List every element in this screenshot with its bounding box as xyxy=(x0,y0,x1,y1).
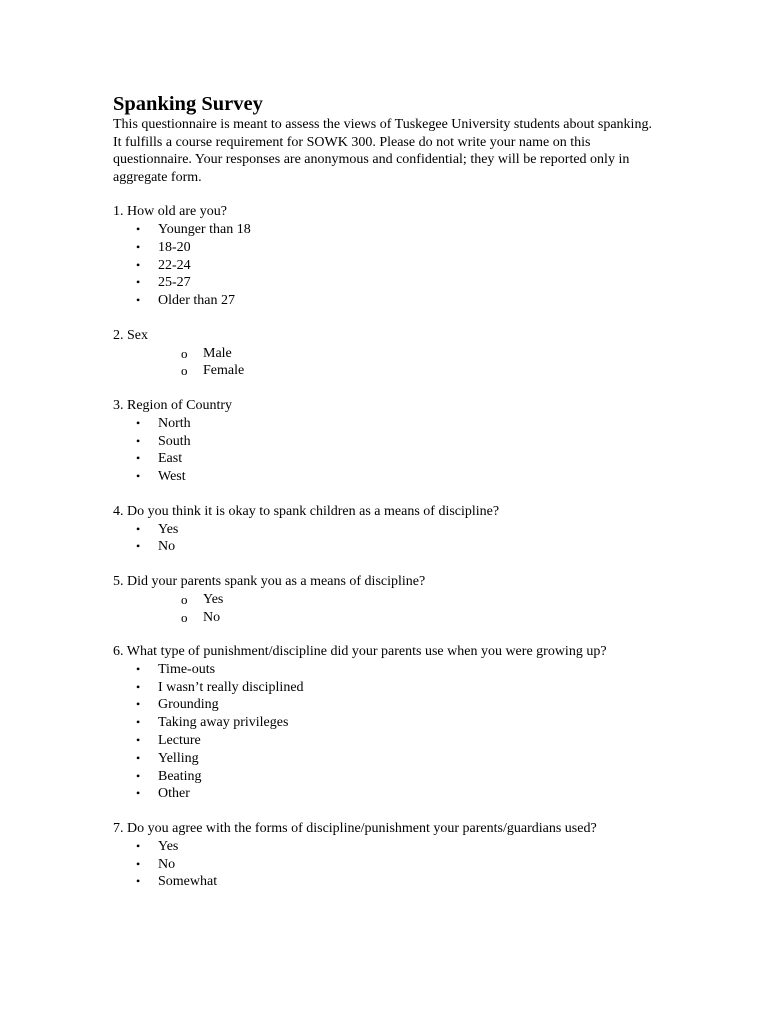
bullet-icon: • xyxy=(136,661,141,676)
option-item xyxy=(113,415,653,433)
option-label: Male xyxy=(203,345,232,361)
option-item xyxy=(113,239,653,257)
option-label: Yes xyxy=(158,521,179,537)
option-item xyxy=(113,856,653,874)
option-label: Younger than 18 xyxy=(158,221,251,237)
question-1 xyxy=(113,203,653,310)
option-label: Yes xyxy=(203,591,224,607)
question-5 xyxy=(113,573,653,626)
survey-title: Spanking Survey xyxy=(113,93,263,115)
option-item xyxy=(113,785,653,803)
option-item xyxy=(113,750,653,768)
option-item xyxy=(113,609,653,627)
option-label: Yes xyxy=(158,838,179,854)
option-label: Other xyxy=(158,786,190,802)
option-label: No xyxy=(158,856,176,872)
option-label: No xyxy=(203,609,221,625)
option-item xyxy=(113,873,653,891)
option-list xyxy=(113,521,653,557)
option-item xyxy=(113,362,653,380)
question-text: 2. Sex xyxy=(113,327,148,343)
option-label: 25-27 xyxy=(158,275,191,291)
option-label: No xyxy=(158,539,176,555)
bullet-icon: • xyxy=(136,257,141,272)
option-list xyxy=(113,415,653,486)
option-label: Taking away privileges xyxy=(158,715,289,731)
bullet-icon: • xyxy=(136,433,141,448)
bullet-icon: • xyxy=(136,733,141,748)
option-label: 18-20 xyxy=(158,239,191,255)
bullet-icon: • xyxy=(136,293,141,308)
question-6 xyxy=(113,643,653,803)
option-item xyxy=(113,433,653,451)
question-4 xyxy=(113,503,653,556)
option-label: South xyxy=(158,433,191,449)
question-text: 3. Region of Country xyxy=(113,398,232,414)
option-item xyxy=(113,714,653,732)
question-text: 4. Do you think it is okay to spank children as a means of discipline? xyxy=(113,503,500,519)
option-label: Time-outs xyxy=(158,661,216,677)
circle-bullet-icon: o xyxy=(181,609,188,625)
question-3 xyxy=(113,397,653,486)
option-label: East xyxy=(158,451,183,467)
option-item xyxy=(113,661,653,679)
question-list xyxy=(113,203,653,891)
question-text: 7. Do you agree with the forms of discipline/punishment your parents/guardians used? xyxy=(113,821,597,837)
bullet-icon: • xyxy=(136,275,141,290)
bullet-icon: • xyxy=(136,786,141,801)
option-label: Yelling xyxy=(158,750,199,766)
option-item xyxy=(113,768,653,786)
option-item xyxy=(113,274,653,292)
option-item xyxy=(113,679,653,697)
circle-bullet-icon: o xyxy=(181,363,188,379)
question-text: 6. What type of punishment/discipline did your parents use when you were growing up? xyxy=(113,644,607,660)
option-item xyxy=(113,696,653,714)
option-item xyxy=(113,732,653,750)
bullet-icon: • xyxy=(136,715,141,730)
option-item xyxy=(113,538,653,556)
option-list xyxy=(113,591,653,627)
option-item xyxy=(113,468,653,486)
bullet-icon: • xyxy=(136,697,141,712)
circle-bullet-icon: o xyxy=(181,345,188,361)
circle-bullet-icon: o xyxy=(181,591,188,607)
option-label: Grounding xyxy=(158,697,219,713)
bullet-icon: • xyxy=(136,874,141,889)
option-list xyxy=(113,838,653,891)
option-label: Older than 27 xyxy=(158,293,235,309)
option-label: Lecture xyxy=(158,733,201,749)
bullet-icon: • xyxy=(136,239,141,254)
question-text: 1. How old are you? xyxy=(113,204,227,220)
option-item xyxy=(113,345,653,363)
survey-intro: This questionnaire is meant to assess the views of Tuskegee University students about spanking. It fulfills a course requirement for SOWK 300. Please do not write your name on this questionnaire. Your responses are anonymous and confidential; they will be reported only in aggregate form. xyxy=(113,117,652,185)
option-item xyxy=(113,221,653,239)
option-item xyxy=(113,450,653,468)
document-page xyxy=(113,92,653,908)
option-label: West xyxy=(158,469,186,485)
bullet-icon: • xyxy=(136,856,141,871)
option-list xyxy=(113,661,653,803)
option-list xyxy=(113,345,653,381)
option-item xyxy=(113,292,653,310)
bullet-icon: • xyxy=(136,679,141,694)
option-item xyxy=(113,257,653,275)
option-label: Beating xyxy=(158,768,202,784)
bullet-icon: • xyxy=(136,451,141,466)
bullet-icon: • xyxy=(136,750,141,765)
bullet-icon: • xyxy=(136,768,141,783)
question-2 xyxy=(113,327,653,380)
option-label: North xyxy=(158,415,191,431)
question-7 xyxy=(113,820,653,891)
option-label: 22-24 xyxy=(158,257,191,273)
bullet-icon: • xyxy=(136,221,141,236)
bullet-icon: • xyxy=(136,838,141,853)
option-label: Female xyxy=(203,363,245,379)
bullet-icon: • xyxy=(136,539,141,554)
bullet-icon: • xyxy=(136,469,141,484)
option-list xyxy=(113,221,653,310)
option-item xyxy=(113,591,653,609)
option-label: I wasn’t really disciplined xyxy=(158,679,304,695)
question-text: 5. Did your parents spank you as a means of discipline? xyxy=(113,574,426,590)
option-label: Somewhat xyxy=(158,874,218,890)
bullet-icon: • xyxy=(136,415,141,430)
option-item xyxy=(113,521,653,539)
option-item xyxy=(113,838,653,856)
bullet-icon: • xyxy=(136,521,141,536)
